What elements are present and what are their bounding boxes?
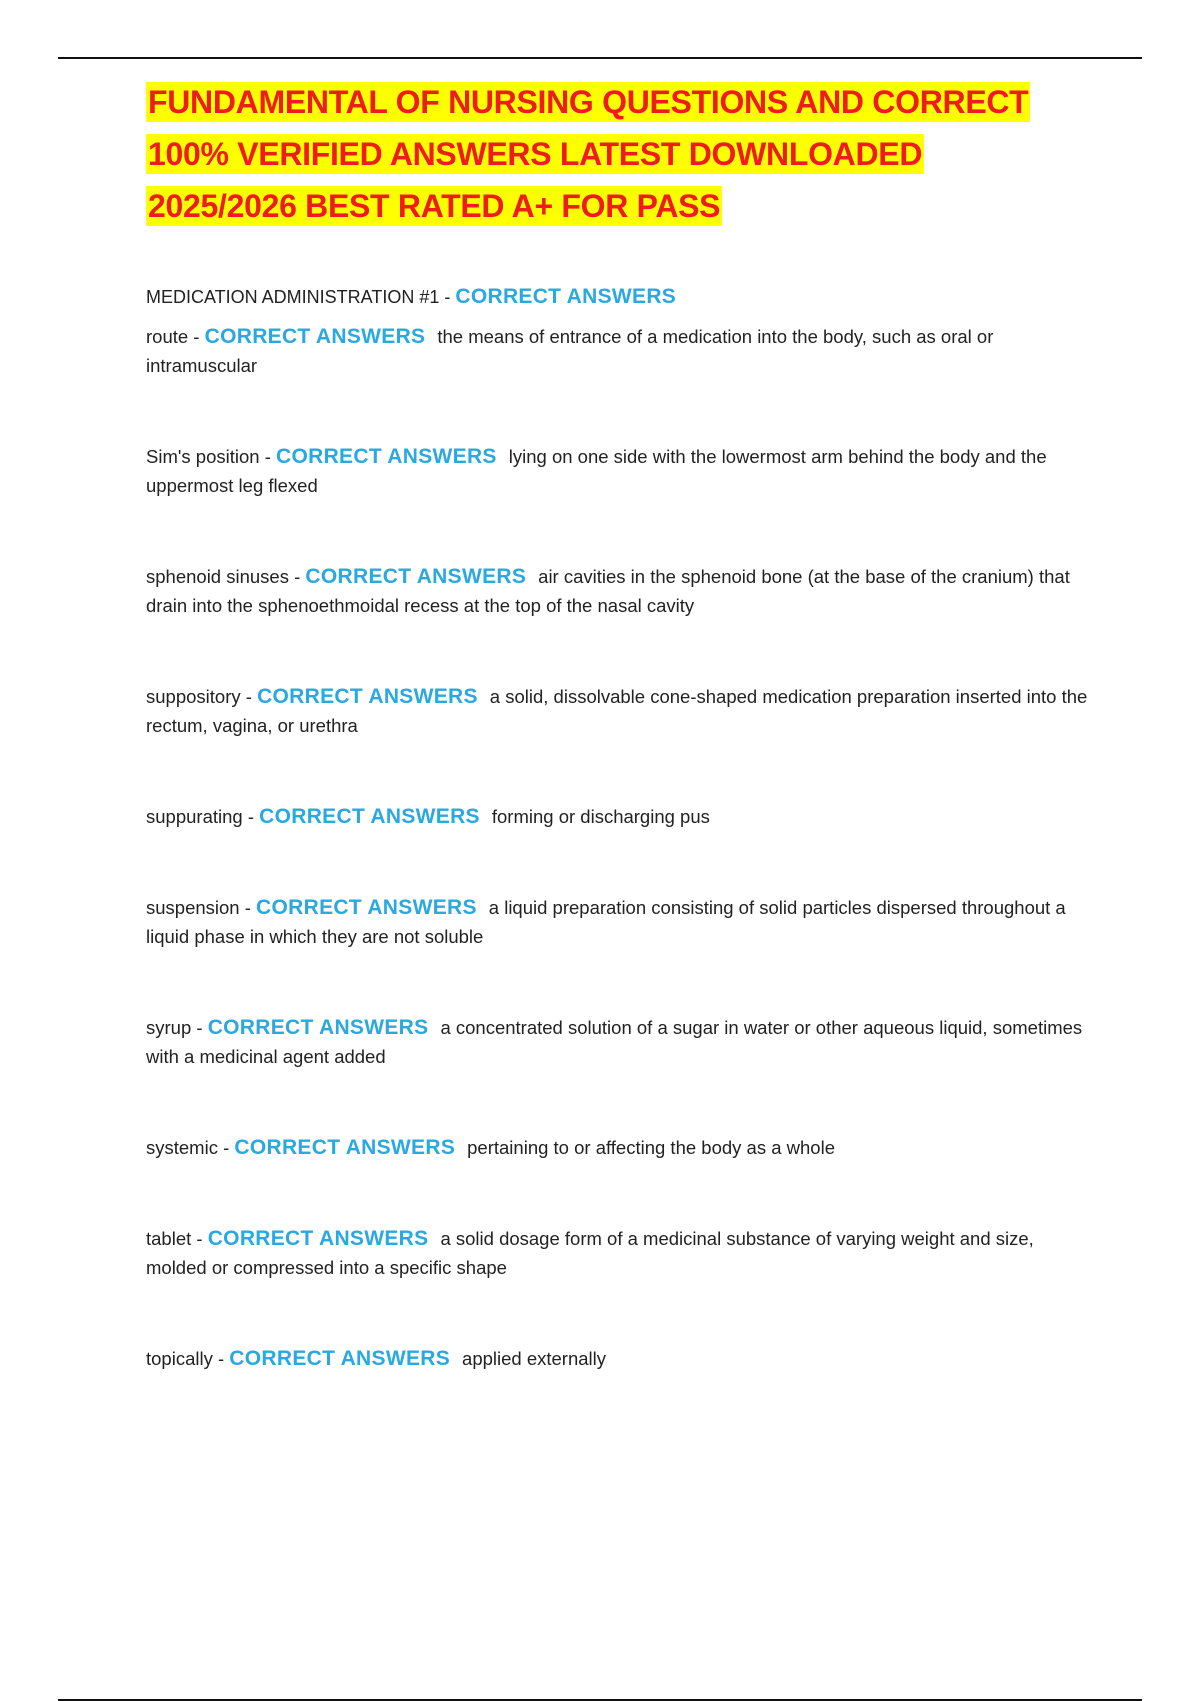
document-body (146, 76, 1096, 1421)
entry-term: suspension (146, 897, 240, 918)
section-answer-label: CORRECT ANSWERS (455, 285, 677, 308)
entry-term: suppository (146, 686, 241, 707)
entry-term: suppurating (146, 806, 243, 827)
term-entry (146, 682, 1096, 788)
entry-term: systemic (146, 1137, 218, 1158)
entry-separator: - (239, 897, 257, 918)
section-heading-text: MEDICATION ADMINISTRATION #1 (146, 287, 440, 307)
entry-term: route (146, 326, 189, 347)
entry-definition: a solid, dissolvable cone-shaped medication preparation inserted into the rectum, vagina, or urethra (146, 686, 1088, 736)
entry-separator: - (212, 1348, 230, 1369)
term-entry (146, 322, 1096, 428)
entry-answer-label: CORRECT ANSWERS (257, 685, 478, 708)
entry-separator: - (259, 446, 277, 467)
entry-separator: - (191, 1228, 208, 1249)
term-entry (146, 562, 1096, 668)
entry-separator: - (191, 1017, 208, 1038)
entry-answer-label: CORRECT ANSWERS (305, 565, 527, 588)
term-entry (146, 893, 1096, 999)
term-entry (146, 802, 1096, 879)
entry-separator: - (217, 1137, 235, 1158)
entry-definition: a concentrated solution of a sugar in water or other aqueous liquid, sometimes with a medicinal agent added (146, 1017, 1083, 1067)
entry-term: syrup (146, 1017, 192, 1038)
title-line-2: 100% VERIFIED ANSWERS LATEST DOWNLOADED (148, 136, 923, 172)
title-line-3: 2025/2026 BEST RATED A+ FOR PASS (148, 188, 721, 224)
entry-definition: air cavities in the sphenoid bone (at the base of the cranium) that drain into the sphenoethmoidal recess at the top of the nasal cavity (146, 566, 1070, 616)
entry-answer-label: CORRECT ANSWERS (259, 805, 480, 828)
entry-answer-label: CORRECT ANSWERS (207, 1227, 429, 1250)
document-title (146, 76, 1096, 232)
title-line-1: FUNDAMENTAL OF NURSING QUESTIONS AND CORRECT (148, 84, 1029, 120)
entry-separator: - (240, 686, 258, 707)
entry-term: sphenoid sinuses (146, 566, 289, 587)
entry-term: Sim's position (146, 446, 260, 467)
entry-answer-label: CORRECT ANSWERS (229, 1347, 451, 1370)
section-separator: - (439, 287, 456, 307)
entry-definition: lying on one side with the lowermost arm behind the body and the uppermost leg flexed (146, 446, 1047, 496)
entry-separator: - (288, 566, 306, 587)
entry-answer-label: CORRECT ANSWERS (276, 445, 497, 468)
entry-answer-label: CORRECT ANSWERS (256, 896, 477, 919)
entry-term: tablet (146, 1228, 192, 1249)
entry-separator: - (242, 806, 260, 827)
term-entry (146, 1133, 1096, 1210)
term-entry (146, 1344, 1096, 1421)
entry-separator: - (188, 326, 205, 347)
entry-answer-label: CORRECT ANSWERS (207, 1016, 429, 1039)
entry-answer-label: CORRECT ANSWERS (234, 1136, 456, 1159)
entry-definition: a solid dosage form of a medicinal substance of varying weight and size, molded or compressed into a specific shape (146, 1228, 1034, 1278)
entry-definition: forming or discharging pus (491, 806, 710, 827)
section-heading (146, 284, 1096, 310)
entry-definition: the means of entrance of a medication into the body, such as oral or intramuscular (146, 326, 994, 376)
entry-definition: pertaining to or affecting the body as a whole (467, 1137, 835, 1158)
term-entry (146, 1013, 1096, 1119)
entry-term: topically (146, 1348, 213, 1369)
entry-definition: applied externally (462, 1348, 607, 1369)
term-list (146, 322, 1096, 1421)
term-entry (146, 1224, 1096, 1330)
entry-definition: a liquid preparation consisting of solid particles dispersed throughout a liquid phase in which they are not soluble (146, 897, 1066, 947)
term-entry (146, 442, 1096, 548)
entry-answer-label: CORRECT ANSWERS (204, 325, 426, 348)
top-rule (58, 57, 1142, 59)
